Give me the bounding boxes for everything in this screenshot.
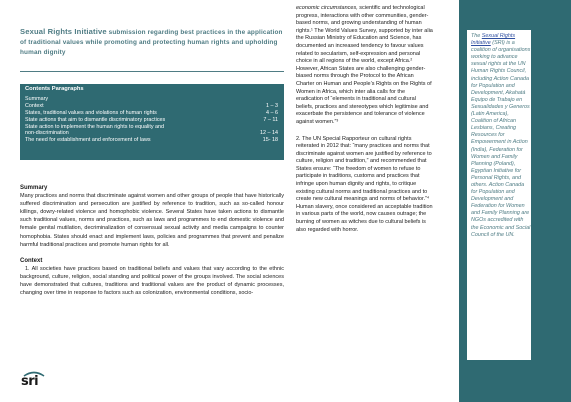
sidebar-text xyxy=(471,33,531,239)
contents-row xyxy=(25,124,279,131)
contents-pages: 12 – 14 xyxy=(260,130,278,137)
contents-pages xyxy=(278,124,279,131)
sri-logo xyxy=(20,371,50,391)
contents-pages xyxy=(278,96,279,103)
left-column xyxy=(20,184,284,297)
contents-pages: 7 – 11 xyxy=(263,116,278,123)
title-rest: submission regarding best practices in the application of traditional values while promoting and protecting human rights and upholding human dignity xyxy=(20,29,283,56)
context-paragraph-1-continued xyxy=(296,5,433,127)
contents-label: State actions that aim to dismantle discriminatory practices xyxy=(25,116,166,123)
contents-heading: Contents Paragraphs xyxy=(25,86,84,92)
contents-label: Context xyxy=(25,102,44,109)
contents-row xyxy=(25,117,279,124)
spacer xyxy=(296,127,433,136)
contents-pages: 15- 18 xyxy=(262,137,278,144)
context-paragraph-1: 1. All societies have practices based on traditional beliefs and values that vary according to the ethnic background, culture, religion, social standing and political power of the groups involved. The social sciences have demonstrated that cultures, traditions and traditional values are the product of dynamic processes, changing over time in response to factors such as colonization, environmental conditions, socio- xyxy=(20,265,284,297)
contents-label: Summary xyxy=(25,96,49,102)
document-title xyxy=(20,27,284,57)
contents-label: State action to implement the human rights to equality and xyxy=(25,123,165,130)
paragraph-text: scientific and technological progress, interactions with other communities, gender-based norms, and growing understanding of human rights.¹ The World Values Survey, supported by inter alia the Russian Ministry of Education and Science, has documented an increased tendency to favour values related to secularism, self-expression and personal choice in all regions of the world, except Africa.² However, African States are also challenging gender-biased norms through the Protocol to the African Charter on Human and People’s Rights on the Rights of Women in Africa, which inter alia calls for the eradication of “elements in traditional and cultural beliefs, practices and stereotypes which legitimise and exacerbate the persistence and tolerance of violence against women.”³ xyxy=(296,5,433,125)
logo-text: sri xyxy=(21,374,39,389)
contents-row xyxy=(25,96,279,103)
contents-pages: 4 – 6 xyxy=(266,109,278,116)
sri-link[interactable]: Sexual Rights Initiative xyxy=(471,33,516,47)
contents-label: The need for establishment and enforcement of laws xyxy=(25,137,151,144)
contents-label: non-discrimination xyxy=(25,130,69,137)
contents-row xyxy=(25,130,279,137)
contents-row xyxy=(25,137,279,144)
summary-text: Many practices and norms that discriminate against women and other groups of people that have historically suffered discrimination and persecution are justified by reference to tradition, such as so-called honour killings, dowry-related violence and homophobic violence. Several States have taken actions to dismantle such traditional values, norms and practices, such as laws and programmes to end domestic violence and female genital mutilation, decriminalization of consensual sexual activity and media campaigns to counter homophobia. States should enact and implement laws, policies and programmes that prevent and penalize harmful traditional practices and promote human rights for all. xyxy=(20,193,284,248)
title-divider xyxy=(20,71,284,72)
contents-row xyxy=(25,110,279,117)
middle-column xyxy=(296,5,433,234)
title-lead: Sexual Rights Initiative xyxy=(20,27,107,36)
context-paragraph-2: 2. The UN Special Rapporteur on cultural rights reiterated in 2012 that: “many practices and norms that discriminate against women are justified by reference to culture, religion and tradition,” and recommended that States ensure: “The freedom of women to refuse to participate in traditions, customs and practices that infringe upon human dignity and rights, to critique existing cultural norms and traditional practices and to create new cultural meanings and norms of behavior.”⁴ Human slavery, once considered an acceptable tradition in various parts of the world, now causes outrage; the burning of women as witches due to cultural beliefs is also regarded with horror. xyxy=(296,135,433,233)
context-heading: Context xyxy=(20,257,43,264)
spacer xyxy=(20,249,284,257)
contents-box xyxy=(20,84,284,160)
summary-heading: Summary xyxy=(20,185,48,191)
contents-row xyxy=(25,103,279,110)
italic-phrase: economic circumstances, xyxy=(296,5,358,11)
sidebar-prefix: The xyxy=(471,33,482,39)
contents-pages: 1 – 3 xyxy=(266,102,278,109)
contents-label: States, traditional values and violations of human rights xyxy=(25,109,157,116)
sidebar-description: (SRI) is a coalition of organisations working to advance sexual rights at the UN Human Rights Council, including Action Canada for Population and Development, Akahatá Equipo de Trabajo en Sexualidades y Generos (Latin America), Coalition of African Lesbians, Creating Resources for Empowerment in Action (India), Federation for Women and Family Planning (Poland), Egyptian Initiative for Personal Rights, and others. Action Canada for Population and Development and Federation for Women and Family Planning are NGOs accredited with the Economic and Social Council of the UN. xyxy=(471,40,531,238)
